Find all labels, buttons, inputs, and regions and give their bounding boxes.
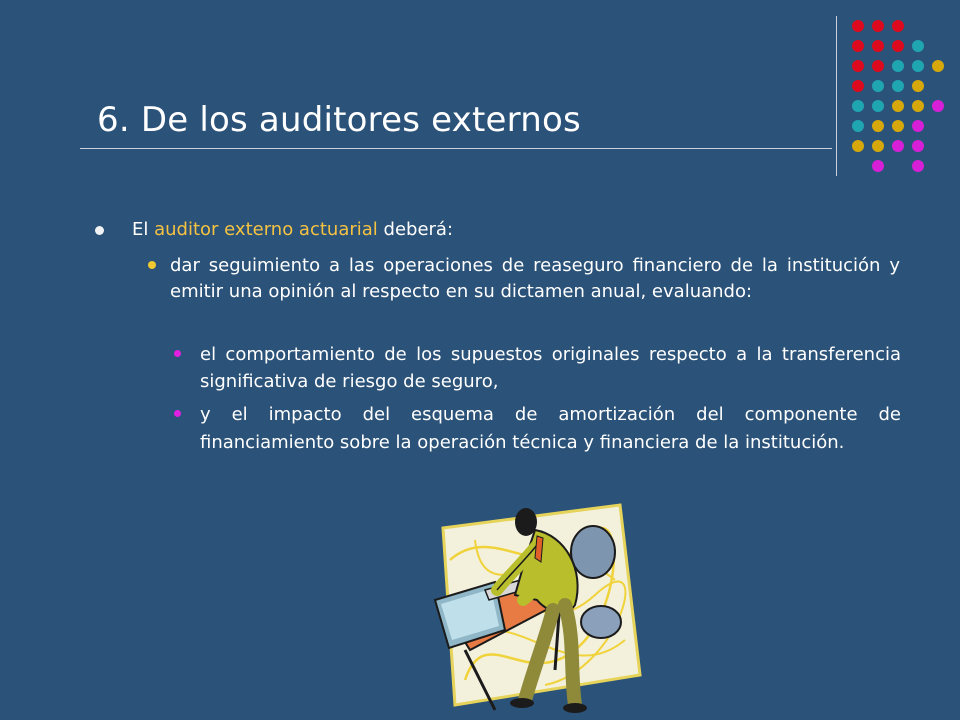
decorative-dot [892, 60, 904, 72]
decorative-dot [872, 100, 884, 112]
decorative-dot [892, 100, 904, 112]
vertical-divider [836, 16, 837, 176]
bullet-marker [148, 261, 156, 269]
decorative-dot [852, 140, 864, 152]
decorative-dot [852, 80, 864, 92]
decorative-dot [912, 160, 924, 172]
decorative-dot [852, 120, 864, 132]
bullet-level3-second: y el impacto del esquema de amortización del componente de financiamiento sobre la operación técnica y financiera de la institución. [200, 404, 901, 453]
decorative-dot [912, 80, 924, 92]
decorative-dot [912, 40, 924, 52]
bullet-level1-suffix: deberá: [377, 219, 454, 240]
decorative-dot [892, 140, 904, 152]
bullet-level1-prefix: El [132, 219, 155, 240]
decorative-dot [872, 40, 884, 52]
bullet-marker [95, 226, 104, 235]
decorative-dot [912, 120, 924, 132]
title-underline [80, 148, 832, 149]
decorative-dot [872, 80, 884, 92]
decorative-dot [852, 20, 864, 32]
decorative-dot [892, 40, 904, 52]
decorative-dot [892, 20, 904, 32]
decorative-dot [852, 100, 864, 112]
decorative-dot [932, 100, 944, 112]
bullet-level2: dar seguimiento a las operaciones de reaseguro financiero de la institución y emitir una opinión al respecto en su dictamen anual, evaluando: [170, 255, 900, 302]
decorative-dot [872, 140, 884, 152]
decorative-dot [872, 120, 884, 132]
bullet-level1 [132, 218, 862, 242]
bullet-level3-first: el comportamiento de los supuestos originales respecto a la transferencia significativa de riesgo de seguro, [200, 344, 901, 392]
decorative-dot [852, 60, 864, 72]
bullet-marker [174, 410, 181, 417]
slide-title: 6. De los auditores externos [97, 100, 581, 140]
decorative-dot [872, 60, 884, 72]
decorative-dot [892, 120, 904, 132]
bullet-marker [174, 350, 181, 357]
decorative-dot [932, 60, 944, 72]
decorative-dot [872, 20, 884, 32]
person-at-laptop-illustration [425, 500, 645, 715]
decorative-dot [912, 100, 924, 112]
highlighted-term: auditor externo actuarial [154, 219, 378, 240]
decorative-dot [852, 40, 864, 52]
decorative-dot [912, 140, 924, 152]
decorative-dot [912, 60, 924, 72]
decorative-dot [872, 160, 884, 172]
decorative-dot [892, 80, 904, 92]
